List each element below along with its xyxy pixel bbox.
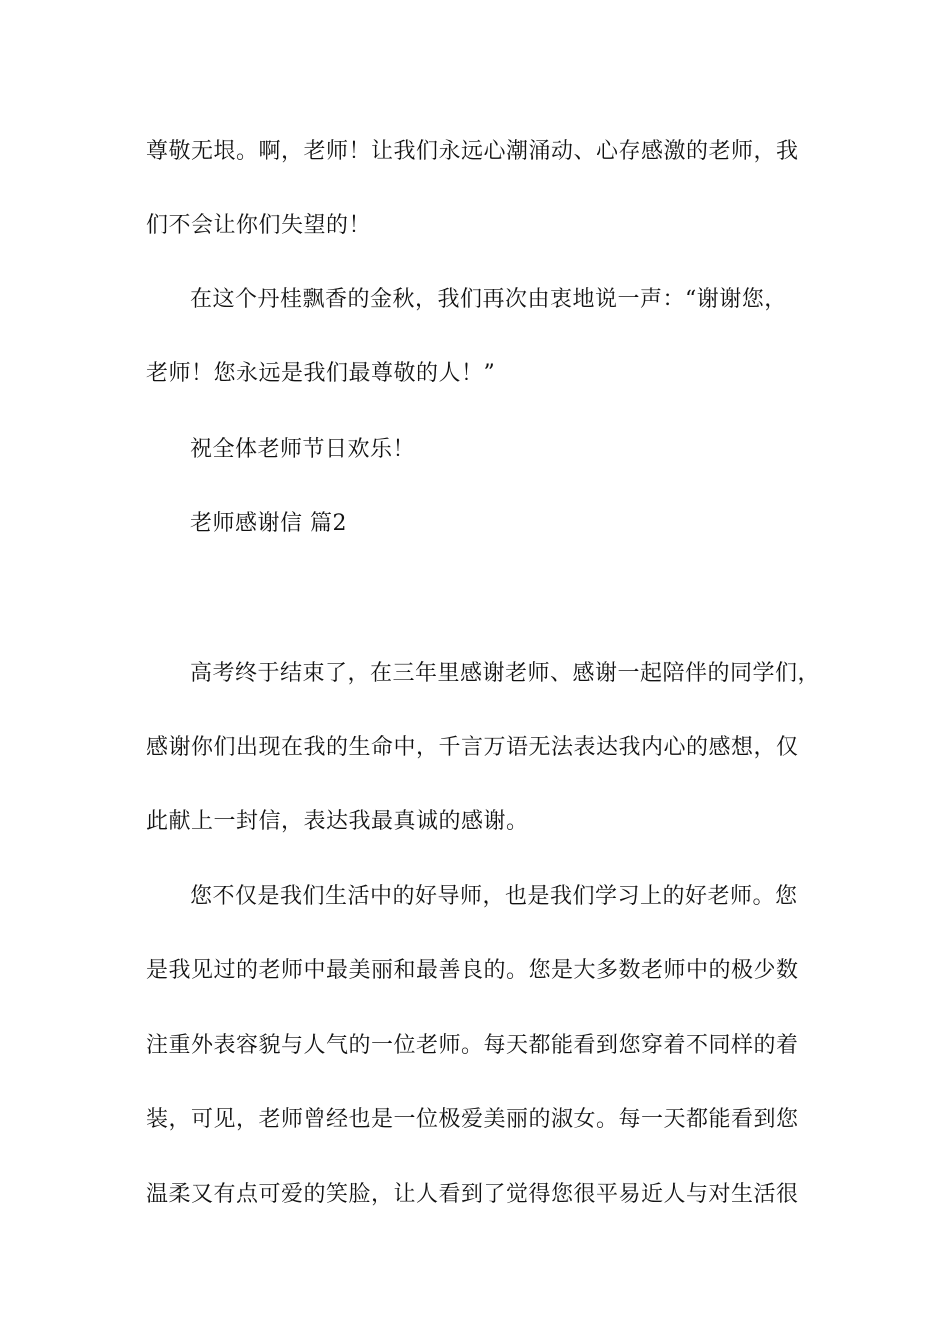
text-line: 此献上一封信，表达我最真诚的感谢。 (146, 809, 529, 834)
text-line: 装，可见，老师曾经也是一位极爱美丽的淑女。每一天都能看到您 (146, 1107, 799, 1132)
paragraph-start-line: 高考终于结束了，在三年里感谢老师、感谢一起陪伴的同学们， (190, 661, 821, 686)
section-heading: 老师感谢信 篇2 (190, 511, 347, 536)
paragraph-start-line: 祝全体老师节日欢乐！ (190, 437, 416, 462)
paragraph-start-line: 您不仅是我们生活中的好导师，也是我们学习上的好老师。您 (190, 884, 798, 909)
text-line: 尊敬无垠。啊，老师！让我们永远心潮涌动、心存感激的老师，我 (146, 139, 799, 164)
text-line: 感谢你们出现在我的生命中，千言万语无法表达我内心的感想，仅 (146, 735, 799, 760)
paragraph-start-line: 在这个丹桂飘香的金秋，我们再次由衷地说一声：“谢谢您， (190, 287, 787, 312)
text-line: 们不会让你们失望的！ (146, 213, 372, 238)
text-line: 老师！您永远是我们最尊敬的人！” (146, 361, 496, 386)
text-line: 是我见过的老师中最美丽和最善良的。您是大多数老师中的极少数 (146, 958, 799, 983)
text-line: 温柔又有点可爱的笑脸，让人看到了觉得您很平易近人与对生活很 (146, 1182, 799, 1207)
text-line: 注重外表容貌与人气的一位老师。每天都能看到您穿着不同样的着 (146, 1033, 799, 1058)
